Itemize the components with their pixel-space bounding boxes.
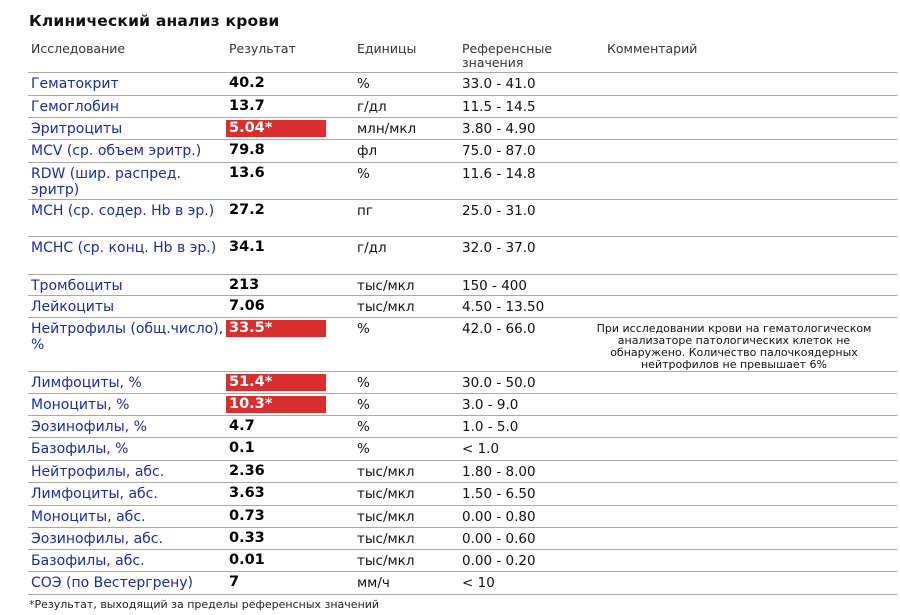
result-value-flagged: 5.04*: [226, 120, 326, 137]
unit: %: [357, 441, 370, 457]
page-title: Клинический анализ крови: [29, 12, 280, 30]
result-value: 40.2: [229, 75, 265, 91]
test-name: Лимфоциты, абс.: [31, 486, 158, 502]
header-reference: Референсные значения: [462, 41, 553, 70]
result-value: 13.7: [229, 98, 265, 114]
result-value: 0.33: [229, 530, 265, 546]
result-value: 0.01: [229, 552, 265, 568]
unit: тыс/мкл: [357, 553, 415, 569]
unit: г/дл: [357, 99, 387, 115]
table-row: [28, 571, 897, 595]
reference-range: 0.00 - 0.60: [462, 531, 536, 547]
result-value-flagged: 33.5*: [226, 320, 326, 337]
reference-range: 1.0 - 5.0: [462, 419, 519, 435]
table-row: [28, 393, 897, 416]
result-value: 213: [229, 277, 260, 293]
result-value: 7.06: [229, 298, 265, 314]
table-row: [28, 95, 897, 118]
header-result: Результат: [229, 41, 296, 56]
reference-range: 42.0 - 66.0: [462, 321, 536, 337]
test-name: Эозинофилы, %: [31, 419, 147, 435]
reference-range: 11.5 - 14.5: [462, 99, 536, 115]
header-comment: Комментарий: [607, 41, 698, 56]
result-value: 34.1: [229, 239, 265, 255]
result-value: 2.36: [229, 463, 265, 479]
reference-range: 33.0 - 41.0: [462, 76, 536, 92]
table-row: [28, 236, 897, 275]
unit: тыс/мкл: [357, 299, 415, 315]
table-row: [28, 117, 897, 140]
header-test: Исследование: [31, 41, 126, 56]
table-row: [28, 317, 897, 372]
unit: млн/мкл: [357, 121, 417, 137]
reference-range: 32.0 - 37.0: [462, 240, 536, 256]
table-row: [28, 549, 897, 572]
table-row: [28, 274, 897, 296]
test-name: Базофилы, абс.: [31, 553, 145, 569]
result-value: 13.6: [229, 165, 265, 181]
result-value: 0.1: [229, 440, 255, 456]
unit: тыс/мкл: [357, 278, 415, 294]
table-row: [28, 415, 897, 438]
unit: %: [357, 166, 370, 182]
unit: тыс/мкл: [357, 531, 415, 547]
unit: мм/ч: [357, 575, 390, 591]
result-value: 7: [229, 574, 240, 590]
table-row: [28, 199, 897, 237]
reference-range: 1.80 - 8.00: [462, 464, 536, 480]
unit: тыс/мкл: [357, 509, 415, 525]
unit: г/дл: [357, 240, 387, 256]
reference-range: 11.6 - 14.8: [462, 166, 536, 182]
test-name: Тромбоциты: [31, 278, 123, 294]
table-row: [28, 505, 897, 528]
result-value: 4.7: [229, 418, 255, 434]
unit: фл: [357, 143, 378, 159]
table-row: [28, 72, 897, 96]
unit: тыс/мкл: [357, 464, 415, 480]
reference-range: < 1.0: [462, 441, 500, 457]
table-row: [28, 371, 897, 394]
reference-range: 1.50 - 6.50: [462, 486, 536, 502]
test-name: Гемоглобин: [31, 99, 120, 115]
test-name: Базофилы, %: [31, 441, 129, 457]
result-value: 3.63: [229, 485, 265, 501]
unit: %: [357, 76, 370, 92]
test-name: Моноциты, абс.: [31, 509, 146, 525]
unit: %: [357, 375, 370, 391]
table-row: [28, 295, 897, 318]
result-value-flagged: 51.4*: [226, 374, 326, 391]
unit: %: [357, 397, 370, 413]
test-name: MCH (ср. содер. Hb в эр.): [31, 203, 215, 219]
table-row: [28, 460, 897, 483]
reference-range: 30.0 - 50.0: [462, 375, 536, 391]
table-row: [28, 162, 897, 200]
test-name: МСНС (ср. конц. Hb в эр.): [31, 240, 217, 256]
table-row: [28, 139, 897, 163]
footnote: *Результат, выходящий за пределы референсных значений: [29, 598, 380, 611]
header-units: Единицы: [357, 41, 417, 56]
unit: %: [357, 321, 370, 337]
test-name: Лимфоциты, %: [31, 375, 142, 391]
test-name: Нейтрофилы, абс.: [31, 464, 165, 480]
test-name: RDW (шир. распред. эритр): [31, 166, 181, 198]
result-value-flagged: 10.3*: [226, 396, 326, 413]
reference-range: 25.0 - 31.0: [462, 203, 536, 219]
test-name: Эритроциты: [31, 121, 123, 137]
table-row: [28, 527, 897, 550]
reference-range: < 10: [462, 575, 495, 591]
reference-range: 150 - 400: [462, 278, 527, 294]
test-name: Моноциты, %: [31, 397, 130, 413]
result-value: 0.73: [229, 508, 265, 524]
unit: %: [357, 419, 370, 435]
reference-range: 3.0 - 9.0: [462, 397, 519, 413]
result-value: 27.2: [229, 202, 265, 218]
test-name: СОЭ (по Вестергрену): [31, 575, 193, 591]
comment: При исследовании крови на гематологическом анализаторе патологических клеток не обнаружено. Количество палочкоядерных нейтрофилов не превышает 6%: [596, 322, 872, 371]
reference-range: 4.50 - 13.50: [462, 299, 545, 315]
test-name: Нейтрофилы (общ.число), %: [31, 321, 224, 353]
test-name: MCV (ср. объем эритр.): [31, 143, 202, 159]
reference-range: 0.00 - 0.20: [462, 553, 536, 569]
test-name: Гематокрит: [31, 76, 119, 92]
reference-range: 75.0 - 87.0: [462, 143, 536, 159]
reference-range: 3.80 - 4.90: [462, 121, 536, 137]
table-row: [28, 482, 897, 506]
test-name: Эозинофилы, абс.: [31, 531, 163, 547]
unit: пг: [357, 203, 373, 219]
reference-range: 0.00 - 0.80: [462, 509, 536, 525]
table-row: [28, 437, 897, 461]
test-name: Лейкоциты: [31, 299, 115, 315]
result-value: 79.8: [229, 142, 265, 158]
unit: тыс/мкл: [357, 486, 415, 502]
